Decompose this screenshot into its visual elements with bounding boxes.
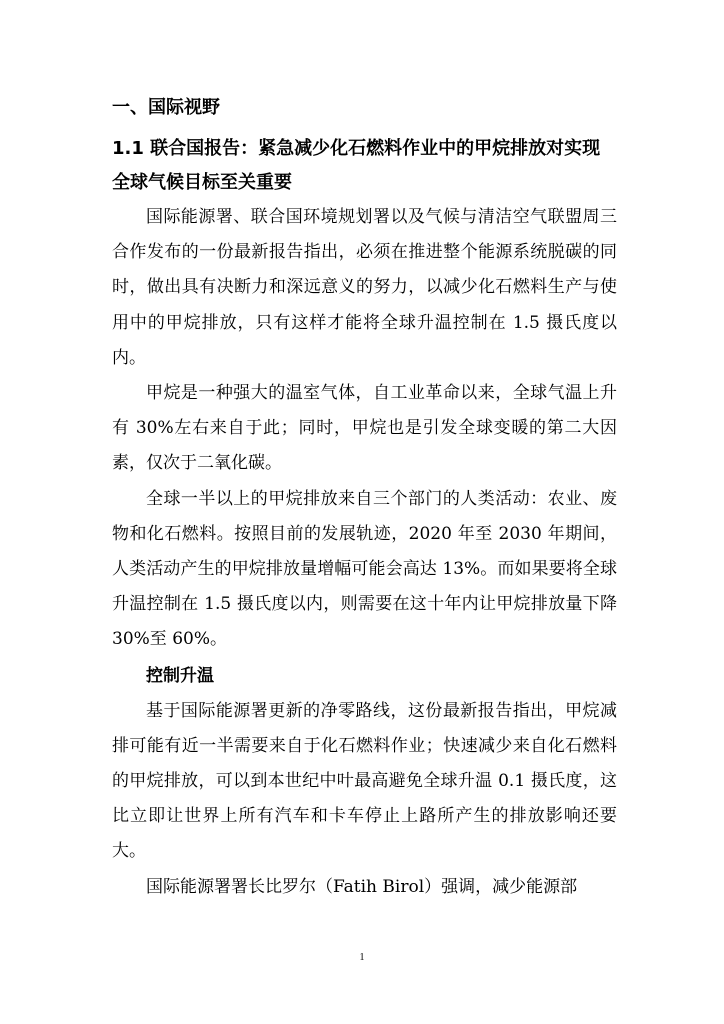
paragraph-5: 国际能源署署长比罗尔（Fatih Birol）强调，减少能源部 <box>146 876 578 897</box>
paragraph-4: 基于国际能源署更新的净零路线，这份最新报告指出，甲烷减排可能有近一半需要来自于化石燃料作业；快速减少来自化石燃料的甲烷排放，可以到本世纪中叶最高避免全球升温 0.1 摄氏度，这比立即让世界上所有汽车和卡车停止上路所产生的排放影响还要大。 <box>112 700 617 862</box>
subsection-title: 1.1 联合国报告：紧急减少化石燃料作业中的甲烷排放对实现全球气候目标至关重要 <box>112 138 601 193</box>
paragraph-2: 甲烷是一种强大的温室气体，自工业革命以来，全球气温上升有 30%左右来自于此；同时，甲烷也是引发全球变暖的第二大因素，仅次于二氧化碳。 <box>112 383 617 474</box>
paragraph-3: 全球一半以上的甲烷排放来自三个部门的人类活动：农业、废物和化石燃料。按照目前的发展轨迹，2020 年至 2030 年期间，人类活动产生的甲烷排放量增幅可能会高达 13%。而如果要将全球升温控制在 1.5 摄氏度以内，则需要在这十年内让甲烷排放量下降 30%至 60%。 <box>112 488 617 650</box>
subheading-control-warming: 控制升温 <box>146 665 214 686</box>
page-content <box>112 94 617 905</box>
page-number: 1 <box>359 952 365 963</box>
section-title: 一、国际视野 <box>112 97 220 118</box>
paragraph-1: 国际能源署、联合国环境规划署以及气候与清洁空气联盟周三合作发布的一份最新报告指出，必须在推进整个能源系统脱碳的同时，做出具有决断力和深远意义的努力，以减少化石燃料生产与使用中的甲烷排放，只有这样才能将全球升温控制在 1.5 摄氏度以内。 <box>112 207 617 368</box>
